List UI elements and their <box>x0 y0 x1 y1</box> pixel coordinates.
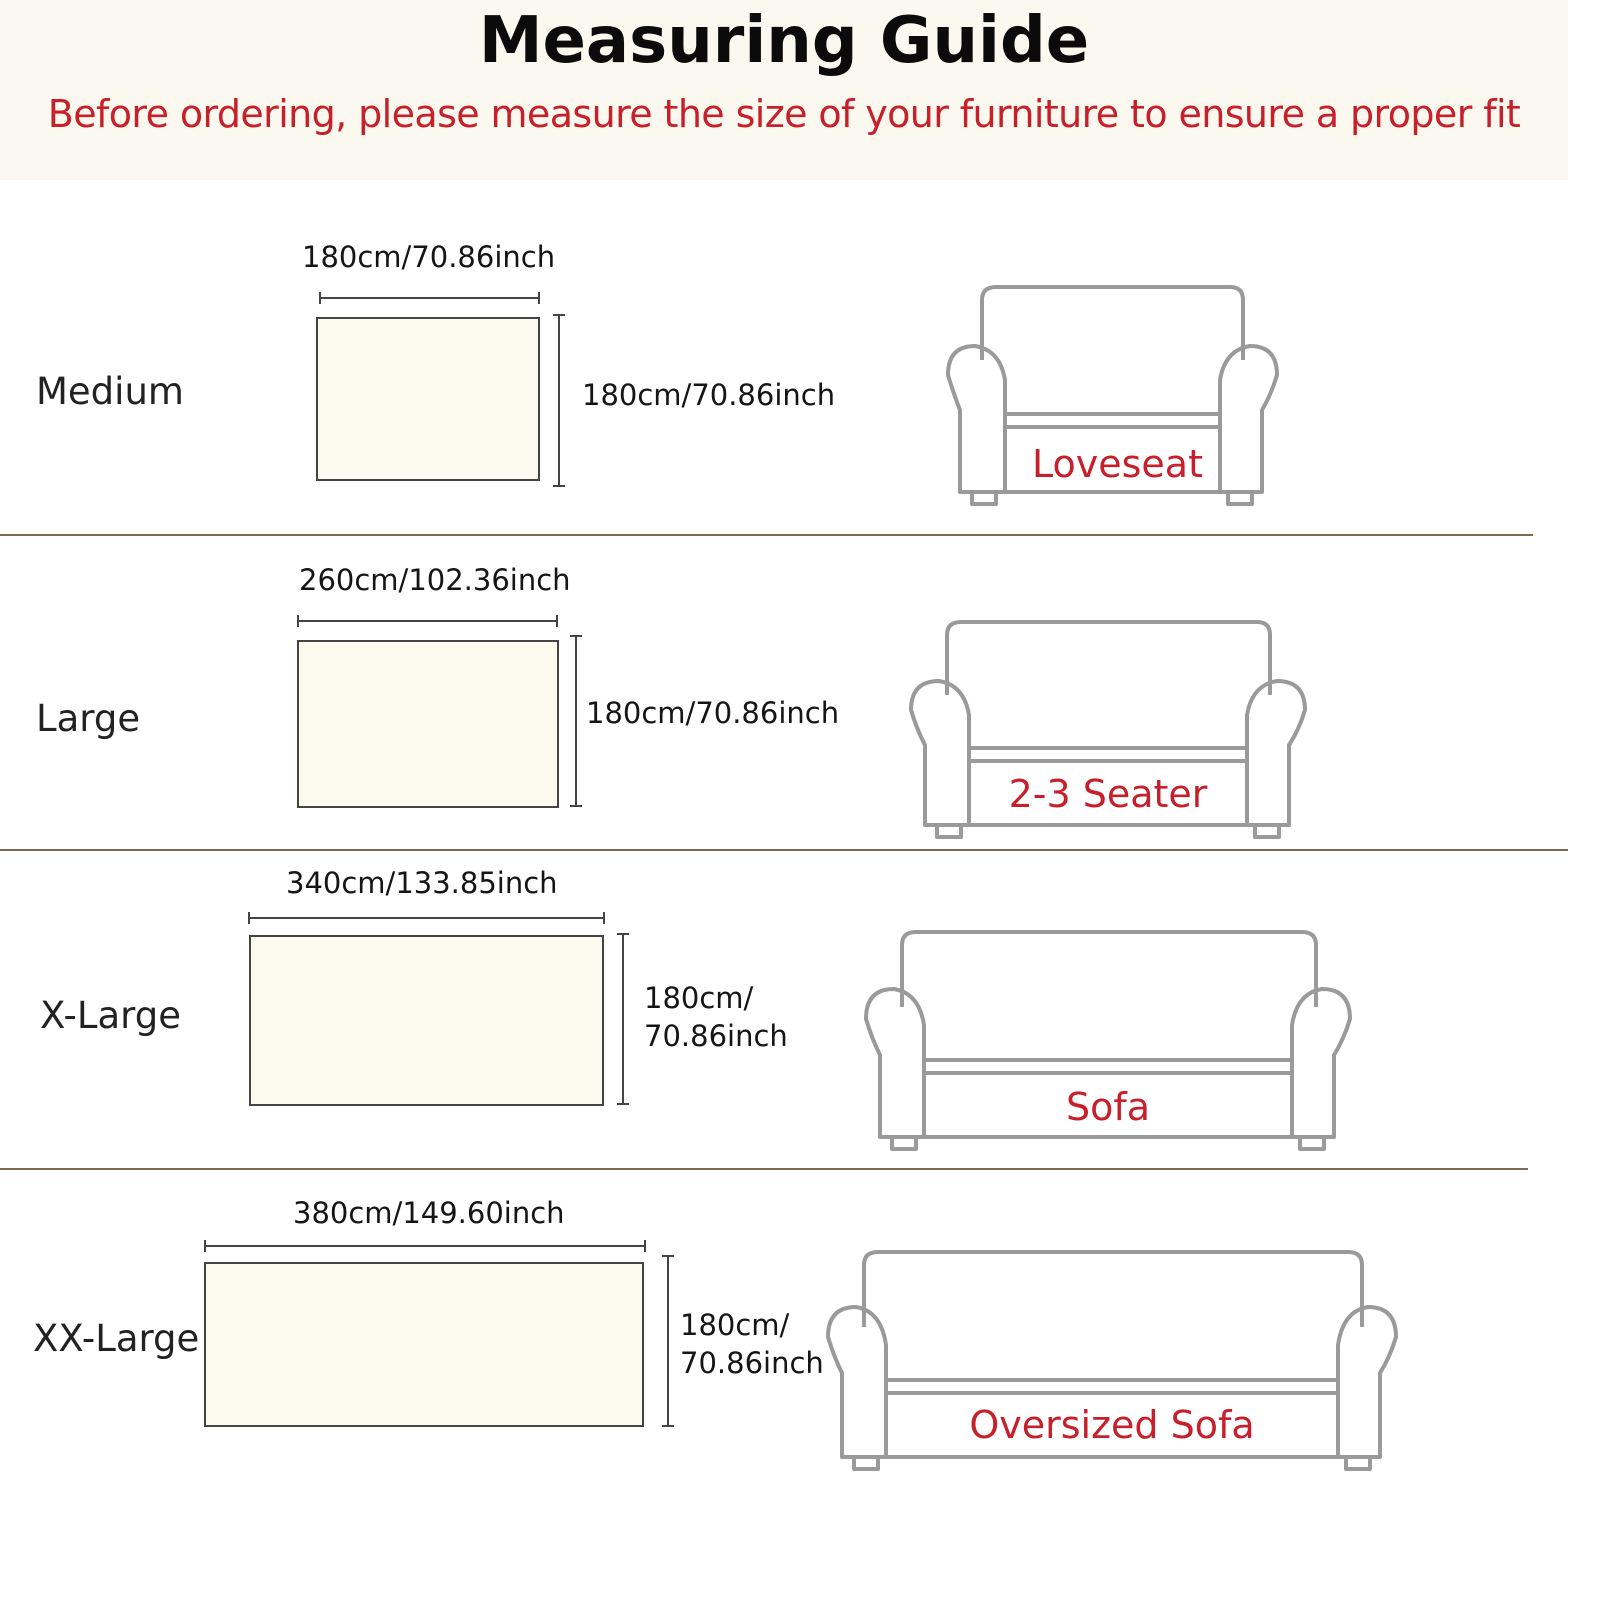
height-dimension-label-line1: 180cm/ <box>644 981 754 1015</box>
width-dimension-label: 380cm/149.60inch <box>293 1196 565 1230</box>
height-dimension-line <box>558 314 560 487</box>
cover-size-rectangle <box>316 317 540 481</box>
sofa-type-label: 2-3 Seater <box>1008 772 1208 816</box>
height-dimension-label-line2: 70.86inch <box>680 1346 824 1380</box>
height-dimension-label: 180cm/70.86inch <box>582 378 836 412</box>
height-dimension-cap <box>662 1255 674 1257</box>
width-dimension-cap <box>603 912 605 924</box>
width-dimension-line <box>205 1245 646 1247</box>
width-dimension-label: 180cm/70.86inch <box>302 240 556 274</box>
width-dimension-cap <box>538 292 540 304</box>
width-dimension-label: 260cm/102.36inch <box>299 563 571 597</box>
row-divider <box>0 849 1568 851</box>
height-dimension-line <box>622 933 624 1105</box>
cover-size-rectangle <box>204 1262 644 1427</box>
row-divider <box>0 1168 1528 1170</box>
height-dimension-cap <box>617 933 629 935</box>
width-dimension-label: 340cm/133.85inch <box>286 866 558 900</box>
height-dimension-line <box>667 1255 669 1427</box>
height-dimension-cap <box>553 314 565 316</box>
page-title: Measuring Guide <box>478 4 1090 78</box>
width-dimension-cap <box>204 1240 206 1252</box>
size-label: XX-Large <box>33 1317 200 1360</box>
width-dimension-cap <box>319 292 321 304</box>
height-dimension-cap <box>570 805 582 807</box>
size-label: X-Large <box>40 994 181 1037</box>
height-dimension-line <box>575 635 577 807</box>
height-dimension-label-line2: 70.86inch <box>644 1019 788 1053</box>
width-dimension-cap <box>297 615 299 627</box>
sofa-type-label: Oversized Sofa <box>969 1403 1255 1447</box>
width-dimension-cap <box>248 912 250 924</box>
height-dimension-cap <box>617 1103 629 1105</box>
sofa-type-label: Sofa <box>1065 1085 1151 1129</box>
width-dimension-cap <box>556 615 558 627</box>
height-dimension-label-line1: 180cm/ <box>680 1308 790 1342</box>
header-banner <box>0 0 1568 180</box>
height-dimension-label <box>680 1306 824 1382</box>
width-dimension-line <box>298 620 557 622</box>
cover-size-rectangle <box>249 935 604 1106</box>
width-dimension-cap <box>644 1240 646 1252</box>
width-dimension-line <box>249 917 605 919</box>
row-divider <box>0 534 1533 536</box>
cover-size-rectangle <box>297 640 559 808</box>
height-dimension-cap <box>553 485 565 487</box>
height-dimension-label: 180cm/70.86inch <box>586 696 840 730</box>
size-label: Large <box>36 697 141 740</box>
sofa-type-label: Loveseat <box>1032 442 1203 486</box>
size-label: Medium <box>36 370 184 413</box>
height-dimension-cap <box>570 635 582 637</box>
page-subtitle: Before ordering, please measure the size of your furniture to ensure a proper fit <box>47 92 1521 136</box>
height-dimension-label <box>644 979 788 1055</box>
width-dimension-line <box>320 297 540 299</box>
height-dimension-cap <box>662 1425 674 1427</box>
